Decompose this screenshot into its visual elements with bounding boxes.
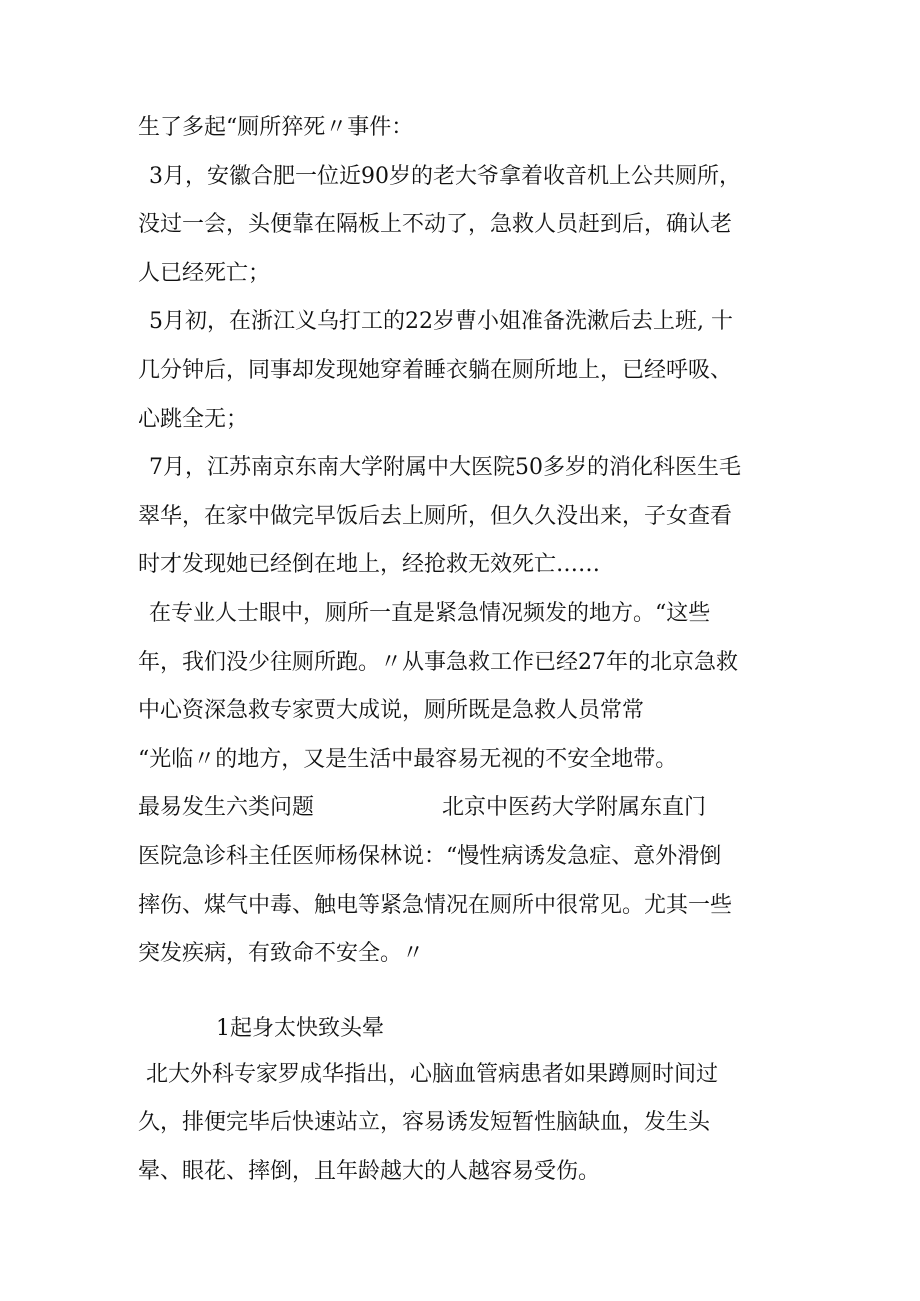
section-six-line-1: 医院急诊科主任医师杨保林说：“慢性病诱发急症、意外滑倒 [138,843,722,869]
item-1-heading: 1起身太快致头晕 [216,1015,384,1041]
case-march-line-2: 没过一会，头便靠在隔板上不动了，急救人员赶到后，确认老 [138,212,733,238]
item-1-line-3: 晕、眼花、摔倒，且年龄越大的人越容易受伤。 [138,1158,601,1184]
section-six-line-3: 突发疾病，有致命不安全。〃 [138,941,425,967]
section-six-line-2: 摔伤、煤气中毒、触电等紧急情况在厕所中很常见。尤其一些 [138,892,733,918]
section-six-heading-row [138,784,798,833]
case-march-line-3: 人已经死亡； [138,260,271,286]
expert-comment-line-2: 年，我们没少往厕所跑。〃从事急救工作已经27年的北京急救 [138,649,738,675]
expert-comment-line-3: 中心资深急救专家贾大成说，厕所既是急救人员常常 [138,698,645,724]
case-july-line-2: 翠华，在家中做完早饭后去上厕所，但久久没出来，子女查看 [138,503,733,529]
section-lead-text: 北京中医药大学附属东直门 [442,795,707,821]
case-may-line-2: 几分钟后，同事却发现她穿着睡衣躺在厕所地上，已经呼吸、 [138,357,733,383]
expert-comment-line-4: “光临〃的地方，又是生活中最容易无视的不安全地带。 [138,746,678,772]
item-1-line-1: 北大外科专家罗成华指出，心脑血管病患者如果蹲厕时间过 [146,1061,719,1087]
item-1-line-2: 久，排便完毕后快速站立，容易诱发短暂性脑缺血，发生头 [138,1110,711,1136]
section-heading: 最易发生六类问题 [138,795,315,821]
expert-comment-line-1: 在专业人士眼中，厕所一直是紧急情况频发的地方。“这些 [149,600,711,626]
document-body [138,104,798,1196]
case-may-line-1: 5月初，在浙江义乌打工的22岁曹小姐准备洗漱后去上班, 十 [149,309,733,335]
intro-line: 生了多起“厕所猝死〃事件： [138,115,414,140]
case-march-line-1: 3月，安徽合肥一位近90岁的老大爷拿着收音机上公共厕所， [149,163,741,189]
case-may-line-3: 心跳全无； [138,406,249,432]
case-july-line-3: 时才发现她已经倒在地上，经抢救无效死亡…… [138,552,601,578]
case-july-line-1: 7月，江苏南京东南大学附属中大医院50多岁的消化科医生毛 [149,455,741,481]
